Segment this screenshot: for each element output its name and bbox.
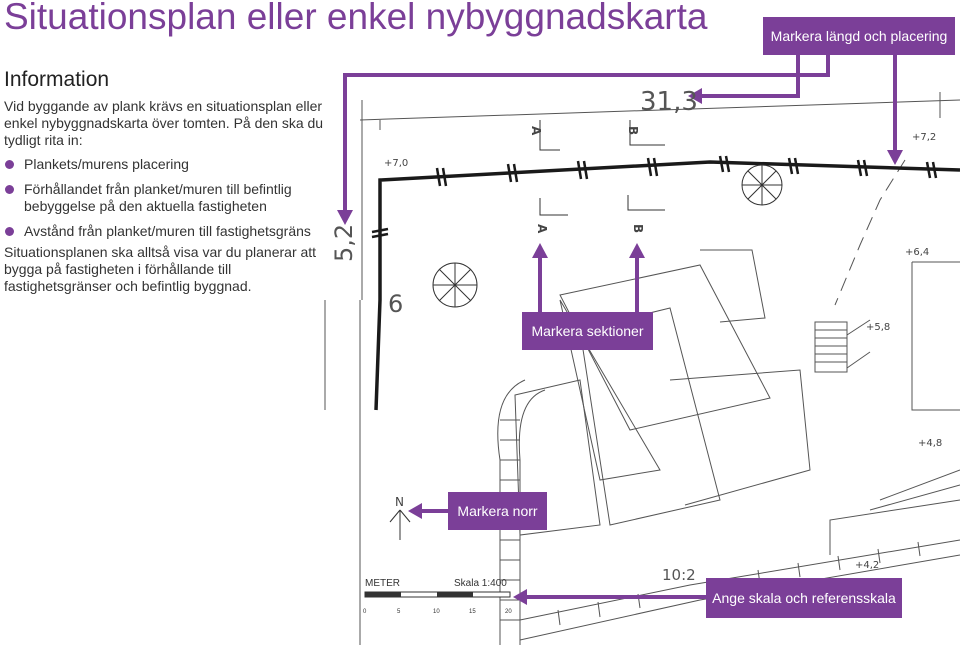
callout-scale: Ange skala och referensskala (706, 578, 902, 618)
scale-bar (365, 592, 510, 597)
elevation-label: +7,0 (384, 158, 409, 169)
bullet-text: Avstånd från planket/muren till fastighetsgräns (24, 223, 311, 239)
fence-line (376, 162, 960, 410)
bullet-text: Plankets/murens placering (24, 156, 189, 172)
elevation-label: +5,8 (866, 322, 891, 333)
dimension-left-label: 5,2 (330, 223, 358, 262)
elevation-label: +6,4 (905, 247, 930, 258)
scale-tick-label: 5 (397, 609, 401, 615)
scale-tick-label: 0 (363, 609, 367, 615)
bullet-dot-icon (5, 227, 14, 236)
info-intro: Vid byggande av plank krävs en situationsplan eller enkel nybyggnadskarta över tomten. På den ska du tydligt rita in: (4, 98, 324, 148)
scale-tick-label: 20 (505, 609, 512, 615)
bullet-dot-icon (5, 185, 14, 194)
lot-number-label: 6 (388, 290, 404, 318)
section-a-bottom-label: A (535, 224, 549, 234)
callout-north: Markera norr (448, 492, 547, 530)
building-6 (912, 262, 960, 410)
north-label: N (395, 495, 404, 509)
section-b-bottom-label: B (631, 224, 645, 234)
north-arrow (390, 510, 410, 540)
callout-line-length-left (345, 55, 828, 212)
scale-tick-label: 15 (469, 609, 476, 615)
scale-tick-label: 10 (433, 609, 440, 615)
bullet-text: Förhållandet från planket/muren till befintlig bebyggelse på den aktuella fastigheten (24, 181, 292, 214)
elevation-label: +4,2 (855, 560, 880, 571)
property-id-label: 10:2 (662, 566, 696, 584)
info-bullet (4, 223, 324, 240)
callout-sections: Markera sektioner (522, 312, 653, 350)
scale-unit-label: METER (365, 578, 400, 589)
trees (433, 165, 782, 307)
elevation-label: +7,2 (912, 132, 937, 143)
scale-text-label: Skala 1:400 (454, 578, 507, 589)
bullet-dot-icon (5, 160, 14, 169)
dimension-top-label: 31,3 (640, 87, 698, 117)
section-b-top-label: B (626, 126, 640, 136)
page-title: Situationsplan eller enkel nybyggnadskarta (4, 0, 708, 37)
callout-length: Markera längd och placering (763, 17, 955, 55)
info-heading: Information (4, 68, 110, 91)
info-bullet (4, 181, 324, 215)
info-outro: Situationsplanen ska alltså visa var du planerar att bygga på fastigheten i förhållande till fastighetsgränser och befintlig byggnad. (4, 244, 317, 294)
section-a-top-label: A (529, 126, 543, 136)
info-bullet (4, 156, 324, 173)
building-2 (700, 250, 765, 322)
elevation-label: +4,8 (918, 438, 943, 449)
dashed-boundary (835, 160, 905, 305)
